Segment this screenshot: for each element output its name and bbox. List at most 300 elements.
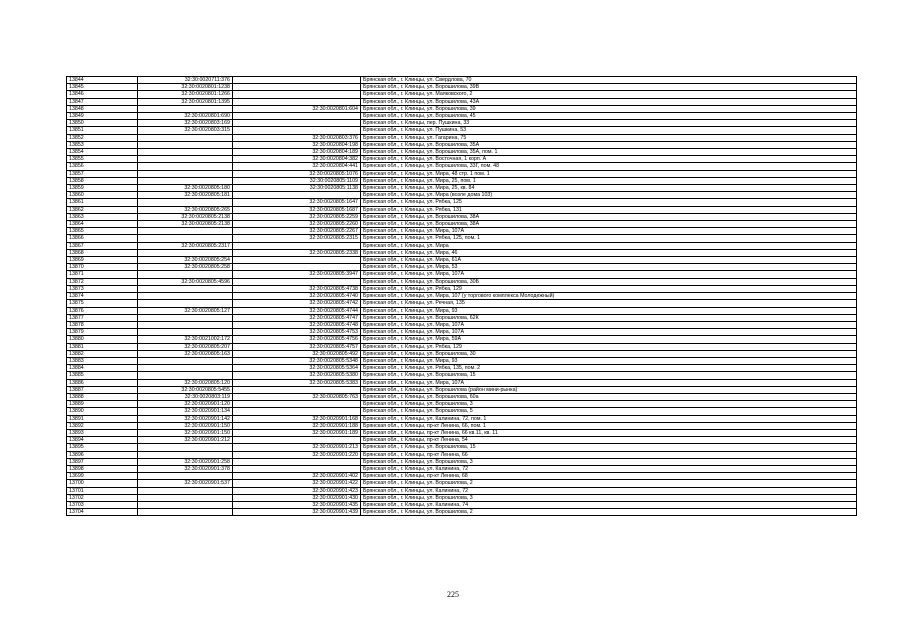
row-number-cell: 13847 (67, 98, 138, 105)
table-row (67, 149, 857, 156)
address-cell: Брянская обл., г. Клинцы, ул. Мира, 107А (361, 271, 857, 278)
table-row (67, 91, 857, 98)
table-row (67, 271, 857, 278)
table-row (67, 264, 857, 271)
address-cell: Брянская обл., г. Клинцы, ул. Калинина, 72 (361, 487, 857, 494)
row-number-cell: 13860 (67, 192, 138, 199)
table-row (67, 249, 857, 256)
cadastral-number-object-cell: 32:30:0020805:4753 (233, 329, 361, 336)
address-cell: Брянская обл., г. Клинцы, ул. Мира, 61А (361, 257, 857, 264)
cadastral-number-object-cell (233, 98, 361, 105)
address-cell: Брянская обл., г. Клинцы, ул. Мира (361, 242, 857, 249)
address-cell: Брянская обл., г. Клинцы, ул. Ворошилова, 35А (361, 141, 857, 148)
table-row (67, 170, 857, 177)
address-cell: Брянская обл., г. Клинцы, пр-кт Ленина, 54 (361, 437, 857, 444)
table-row (67, 465, 857, 472)
address-cell: Брянская обл., г. Клинцы, ул. Ворошилова, 43А (361, 98, 857, 105)
row-number-cell: 13848 (67, 105, 138, 112)
address-cell: Брянская обл., г. Клинцы, ул. Ворошилова, 30Б (361, 278, 857, 285)
cadastral-number-parcel-cell: 32:30:0020801:1266 (138, 91, 233, 98)
cadastral-number-object-cell: 32:30:0020901:220 (233, 451, 361, 458)
row-number-cell: 13889 (67, 401, 138, 408)
row-number-cell: 13699 (67, 473, 138, 480)
cadastral-number-parcel-cell: 32:30:0020711:376 (138, 77, 233, 84)
cadastral-number-parcel-cell (138, 501, 233, 508)
table-row (67, 487, 857, 494)
cadastral-number-parcel-cell: 32:30:0020901:258 (138, 458, 233, 465)
cadastral-number-object-cell (233, 192, 361, 199)
table-row (67, 458, 857, 465)
page-number: 225 (447, 590, 459, 599)
table-row (67, 429, 857, 436)
address-cell: Брянская обл., г. Клинцы, ул. Маяковского, 2 (361, 91, 857, 98)
table-row (67, 163, 857, 170)
table-row (67, 365, 857, 372)
row-number-cell: 13894 (67, 437, 138, 444)
table-row (67, 213, 857, 220)
cadastral-number-object-cell (233, 120, 361, 127)
row-number-cell: 13886 (67, 379, 138, 386)
cadastral-number-parcel-cell: 32:30:0020805:181 (138, 192, 233, 199)
cadastral-number-parcel-cell (138, 249, 233, 256)
address-cell: Брянская обл., г. Клинцы, ул. Ворошилова, 33Г, пом. 48 (361, 163, 857, 170)
cadastral-number-object-cell: 32:30:0020901:189 (233, 429, 361, 436)
address-cell: Брянская обл., г. Клинцы, ул. Мира, 48 стр. 1 пом. 1 (361, 170, 857, 177)
table-row (67, 386, 857, 393)
row-number-cell: 13874 (67, 293, 138, 300)
cadastral-number-object-cell (233, 465, 361, 472)
row-number-cell: 13846 (67, 91, 138, 98)
table-row (67, 379, 857, 386)
cadastral-number-parcel-cell (138, 321, 233, 328)
row-number-cell: 13700 (67, 480, 138, 487)
table-row (67, 242, 857, 249)
cadastral-number-parcel-cell: 32:30:0020801:1395 (138, 98, 233, 105)
table-row (67, 437, 857, 444)
table-row (67, 307, 857, 314)
cadastral-number-object-cell: 32:30:0020901:168 (233, 415, 361, 422)
table-row (67, 473, 857, 480)
cadastral-number-parcel-cell (138, 199, 233, 206)
cadastral-number-parcel-cell: 32:30:0020901:120 (138, 401, 233, 408)
table-row (67, 336, 857, 343)
cadastral-number-object-cell: 32:30:0020804:189 (233, 149, 361, 156)
address-cell: Брянская обл., г. Клинцы, ул. Ворошилова, 39В (361, 84, 857, 91)
cadastral-number-parcel-cell: 32:30:0020805:4596 (138, 278, 233, 285)
cadastral-number-object-cell (233, 91, 361, 98)
row-number-cell: 13871 (67, 271, 138, 278)
cadastral-number-parcel-cell: 32:30:0020801:690 (138, 113, 233, 120)
row-number-cell: 13856 (67, 163, 138, 170)
cadastral-number-object-cell: 32:30:0020805:4756 (233, 336, 361, 343)
row-number-cell: 13866 (67, 235, 138, 242)
row-number-cell: 13876 (67, 307, 138, 314)
cadastral-number-parcel-cell: 32:30:0020805:120 (138, 379, 233, 386)
table-row (67, 401, 857, 408)
cadastral-number-object-cell: 32:30:0020901:423 (233, 487, 361, 494)
table-row (67, 350, 857, 357)
cadastral-number-parcel-cell: 32:30:0020805:2138 (138, 213, 233, 220)
address-cell: Брянская обл., г. Клинцы, ул. Ворошилова, 15 (361, 444, 857, 451)
row-number-cell: 13891 (67, 415, 138, 422)
cadastral-number-object-cell: 32:30:0020805:763 (233, 393, 361, 400)
address-cell: Брянская обл., г. Клинцы, ул. Ворошилова, 39 (361, 105, 857, 112)
cadastral-number-parcel-cell (138, 293, 233, 300)
address-cell: Брянская обл., г. Клинцы, пр-кт Ленина, 68 (361, 473, 857, 480)
cadastral-number-parcel-cell (138, 314, 233, 321)
row-number-cell: 13854 (67, 149, 138, 156)
table-row (67, 113, 857, 120)
address-cell: Брянская обл., г. Клинцы, ул. Ворошилова, 5 (361, 408, 857, 415)
row-number-cell: 13883 (67, 357, 138, 364)
row-number-cell: 13869 (67, 257, 138, 264)
row-number-cell: 13704 (67, 509, 138, 516)
cadastral-number-object-cell (233, 264, 361, 271)
row-number-cell: 13862 (67, 206, 138, 213)
cadastral-number-object-cell: 32:30:0020901:402 (233, 473, 361, 480)
table-row (67, 314, 857, 321)
table-row (67, 501, 857, 508)
cadastral-number-parcel-cell: 32:30:0020803:119 (138, 393, 233, 400)
address-cell: Брянская обл., г. Клинцы, ул. Мира, 107А (361, 329, 857, 336)
table-row (67, 156, 857, 163)
table-row (67, 393, 857, 400)
address-cell: Брянская обл., г. Клинцы, пр-кт Ленина, 66 (361, 451, 857, 458)
cadastral-number-object-cell: 32:30:0020901:188 (233, 422, 361, 429)
address-cell: Брянская обл., г. Клинцы, ул. Восточная, 1 корп. А (361, 156, 857, 163)
row-number-cell: 13898 (67, 465, 138, 472)
row-number-cell: 13702 (67, 494, 138, 501)
cadastral-number-parcel-cell: 32:30:0020805:258 (138, 264, 233, 271)
cadastral-number-object-cell: 32:30:0020805:1138 (233, 185, 361, 192)
table-row (67, 134, 857, 141)
cadastral-number-parcel-cell (138, 473, 233, 480)
cadastral-number-parcel-cell: 32:30:0020805:2138 (138, 221, 233, 228)
cadastral-number-object-cell: 32:30:0020901:422 (233, 480, 361, 487)
table-row (67, 278, 857, 285)
row-number-cell: 13892 (67, 422, 138, 429)
address-cell: Брянская обл., г. Клинцы, ул. Гагарина, 75 (361, 134, 857, 141)
cadastral-number-object-cell (233, 386, 361, 393)
address-cell: Брянская обл., г. Клинцы, ул. Ворошилова, 38А (361, 213, 857, 220)
row-number-cell: 13882 (67, 350, 138, 357)
address-cell: Брянская обл., г. Клинцы, ул. Калинина, 74 (361, 501, 857, 508)
cadastral-number-object-cell: 32:30:0020805:2260 (233, 221, 361, 228)
table-row (67, 415, 857, 422)
row-number-cell: 13879 (67, 329, 138, 336)
table-row (67, 84, 857, 91)
row-number-cell: 13703 (67, 501, 138, 508)
address-cell: Брянская обл., г. Клинцы, ул. Ворошилова, 2 (361, 509, 857, 516)
cadastral-number-parcel-cell: 32:30:0020901:142 (138, 415, 233, 422)
cadastral-number-object-cell (233, 127, 361, 134)
row-number-cell: 13850 (67, 120, 138, 127)
cadastral-number-parcel-cell (138, 163, 233, 170)
cadastral-number-parcel-cell (138, 271, 233, 278)
row-number-cell: 13880 (67, 336, 138, 343)
cadastral-number-object-cell: 32:30:0020805:4748 (233, 321, 361, 328)
table-row (67, 199, 857, 206)
row-number-cell: 13890 (67, 408, 138, 415)
table-row (67, 422, 857, 429)
table-row (67, 372, 857, 379)
table-row (67, 127, 857, 134)
address-cell: Брянская обл., г. Клинцы, ул. Рябка, 125, пом. 1 (361, 235, 857, 242)
cadastral-number-object-cell (233, 242, 361, 249)
address-cell: Брянская обл., г. Клинцы, ул. Мира, 107А (361, 321, 857, 328)
row-number-cell: 13896 (67, 451, 138, 458)
cadastral-number-parcel-cell (138, 329, 233, 336)
property-registry-table (66, 76, 857, 516)
table-row (67, 257, 857, 264)
cadastral-number-object-cell: 32:30:0020805:4744 (233, 307, 361, 314)
row-number-cell: 13844 (67, 77, 138, 84)
cadastral-number-parcel-cell: 32:30:0020805:127 (138, 307, 233, 314)
cadastral-number-object-cell (233, 408, 361, 415)
table-row (67, 185, 857, 192)
address-cell: Брянская обл., г. Клинцы, ул. Ворошилова, 38А (361, 221, 857, 228)
cadastral-number-object-cell: 32:30:0020803:376 (233, 134, 361, 141)
address-cell: Брянская обл., г. Клинцы, ул. Ворошилова, 45 (361, 113, 857, 120)
row-number-cell: 13897 (67, 458, 138, 465)
cadastral-number-object-cell (233, 257, 361, 264)
address-cell: Брянская обл., г. Клинцы, ул. Ворошилова, 2 (361, 480, 857, 487)
table-row (67, 120, 857, 127)
cadastral-number-parcel-cell: 32:30:0020801:1238 (138, 84, 233, 91)
table-row (67, 408, 857, 415)
cadastral-number-parcel-cell (138, 444, 233, 451)
table-row (67, 444, 857, 451)
cadastral-number-object-cell (233, 77, 361, 84)
cadastral-number-parcel-cell: 32:30:0020805:180 (138, 185, 233, 192)
row-number-cell: 13857 (67, 170, 138, 177)
cadastral-number-parcel-cell: 32:30:0021002:172 (138, 336, 233, 343)
table-row (67, 480, 857, 487)
cadastral-number-object-cell: 32:30:0020901:439 (233, 509, 361, 516)
cadastral-number-parcel-cell (138, 228, 233, 235)
cadastral-number-parcel-cell (138, 357, 233, 364)
cadastral-number-parcel-cell: 32:30:0020901:378 (138, 465, 233, 472)
address-cell: Брянская обл., г. Клинцы, ул. Мира, 93 (361, 307, 857, 314)
table-row (67, 141, 857, 148)
table-row (67, 177, 857, 184)
cadastral-number-object-cell: 32:30:0020901:430 (233, 494, 361, 501)
row-number-cell: 13863 (67, 213, 138, 220)
cadastral-number-object-cell: 32:30:0020805:5380 (233, 372, 361, 379)
row-number-cell: 13870 (67, 264, 138, 271)
cadastral-number-object-cell: 32:30:0020804:441 (233, 163, 361, 170)
cadastral-number-parcel-cell: 32:30:0020805:163 (138, 350, 233, 357)
cadastral-number-object-cell: 32:30:0020805:1687 (233, 206, 361, 213)
row-number-cell: 13878 (67, 321, 138, 328)
cadastral-number-object-cell: 32:30:0020804:198 (233, 141, 361, 148)
cadastral-number-object-cell (233, 278, 361, 285)
address-cell: Брянская обл., г. Клинцы, ул. Ворошилова (район мини-рынка) (361, 386, 857, 393)
address-cell: Брянская обл., г. Клинцы, пр-кт Ленина, 66, пом. 1 (361, 422, 857, 429)
table-row (67, 105, 857, 112)
cadastral-number-parcel-cell (138, 149, 233, 156)
cadastral-number-parcel-cell: 32:30:0020805:5455 (138, 386, 233, 393)
row-number-cell: 13884 (67, 365, 138, 372)
cadastral-number-parcel-cell: 32:30:0020805:207 (138, 343, 233, 350)
cadastral-number-parcel-cell (138, 141, 233, 148)
cadastral-number-parcel-cell (138, 509, 233, 516)
address-cell: Брянская обл., г. Клинцы, ул. Мира, 46 (361, 249, 857, 256)
table-row (67, 300, 857, 307)
cadastral-number-object-cell: 32:30:0020805:4747 (233, 314, 361, 321)
address-cell: Брянская обл., г. Клинцы, ул. Рябка, 129 (361, 285, 857, 292)
cadastral-number-parcel-cell: 32:30:0020803:315 (138, 127, 233, 134)
address-cell: Брянская обл., г. Клинцы, ул. Ворошилова, 3 (361, 494, 857, 501)
cadastral-number-parcel-cell: 32:30:0020901:537 (138, 480, 233, 487)
cadastral-number-object-cell (233, 437, 361, 444)
row-number-cell: 13868 (67, 249, 138, 256)
cadastral-number-parcel-cell (138, 285, 233, 292)
row-number-cell: 13859 (67, 185, 138, 192)
table-row (67, 221, 857, 228)
address-cell: Брянская обл., г. Клинцы, ул. Ворошилова, 3 (361, 401, 857, 408)
address-cell: Брянская обл., г. Клинцы, ул. Мира (возле дома 103) (361, 192, 857, 199)
table-row (67, 509, 857, 516)
address-cell: Брянская обл., г. Клинцы, ул. Рябка, 135, пом. 2 (361, 365, 857, 372)
cadastral-number-parcel-cell: 32:30:0020805:2317 (138, 242, 233, 249)
table-row (67, 343, 857, 350)
address-cell: Брянская обл., г. Клинцы, ул. Мира, 59А (361, 336, 857, 343)
address-cell: Брянская обл., г. Клинцы, ул. Речная, 135 (361, 300, 857, 307)
row-number-cell: 13858 (67, 177, 138, 184)
address-cell: Брянская обл., г. Клинцы, ул. Мира, 25, пом. 1 (361, 177, 857, 184)
cadastral-number-object-cell: 32:30:0020805:4757 (233, 343, 361, 350)
cadastral-number-parcel-cell (138, 105, 233, 112)
address-cell: Брянская обл., г. Клинцы, ул. Рябка, 129 (361, 343, 857, 350)
address-cell: Брянская обл., г. Клинцы, пер. Пушкина, 33 (361, 120, 857, 127)
row-number-cell: 13861 (67, 199, 138, 206)
table-row (67, 228, 857, 235)
registry-table-body (67, 77, 857, 516)
cadastral-number-parcel-cell (138, 365, 233, 372)
row-number-cell: 13852 (67, 134, 138, 141)
address-cell: Брянская обл., г. Клинцы, пр-кт Ленина, 66 кв.11, кв. 11 (361, 429, 857, 436)
address-cell: Брянская обл., г. Клинцы, ул. Калинина, 72, пом. 1 (361, 415, 857, 422)
address-cell: Брянская обл., г. Клинцы, ул. Мира, 107А (361, 379, 857, 386)
table-row (67, 77, 857, 84)
table-row (67, 494, 857, 501)
row-number-cell: 13845 (67, 84, 138, 91)
cadastral-number-parcel-cell: 32:30:0020901:150 (138, 422, 233, 429)
row-number-cell: 13851 (67, 127, 138, 134)
row-number-cell: 13881 (67, 343, 138, 350)
row-number-cell: 13855 (67, 156, 138, 163)
address-cell: Брянская обл., г. Клинцы, ул. Свердлова, 70 (361, 77, 857, 84)
cadastral-number-parcel-cell: 32:30:0020901:134 (138, 408, 233, 415)
row-number-cell: 13887 (67, 386, 138, 393)
row-number-cell: 13864 (67, 221, 138, 228)
row-number-cell: 13867 (67, 242, 138, 249)
table-row (67, 293, 857, 300)
table-row (67, 192, 857, 199)
cadastral-number-parcel-cell (138, 170, 233, 177)
address-cell: Брянская обл., г. Клинцы, ул. Пушкина, 53 (361, 127, 857, 134)
cadastral-number-object-cell: 32:30:0020805:1076 (233, 170, 361, 177)
cadastral-number-parcel-cell: 32:30:0020803:169 (138, 120, 233, 127)
cadastral-number-object-cell: 32:30:0020805:2267 (233, 228, 361, 235)
cadastral-number-parcel-cell: 32:30:0020805:265 (138, 206, 233, 213)
cadastral-number-object-cell: 32:30:0020805:1109 (233, 177, 361, 184)
row-number-cell: 13865 (67, 228, 138, 235)
cadastral-number-object-cell: 32:30:0020805:2259 (233, 213, 361, 220)
cadastral-number-parcel-cell: 32:30:0020805:254 (138, 257, 233, 264)
address-cell: Брянская обл., г. Клинцы, ул. Мира, 93 (361, 357, 857, 364)
cadastral-number-parcel-cell: 32:30:0020901:150 (138, 429, 233, 436)
table-row (67, 235, 857, 242)
row-number-cell: 13853 (67, 141, 138, 148)
address-cell: Брянская обл., г. Клинцы, ул. Ворошилова, 60а (361, 393, 857, 400)
cadastral-number-parcel-cell (138, 487, 233, 494)
cadastral-number-object-cell: 32:30:0020805:2338 (233, 249, 361, 256)
cadastral-number-object-cell (233, 113, 361, 120)
address-cell: Брянская обл., г. Клинцы, ул. Ворошилова, 35А, пом. 1 (361, 149, 857, 156)
cadastral-number-object-cell: 32:30:0020805:4740 (233, 293, 361, 300)
cadastral-number-parcel-cell (138, 235, 233, 242)
cadastral-number-object-cell: 32:30:0020805:5383 (233, 379, 361, 386)
row-number-cell: 13893 (67, 429, 138, 436)
cadastral-number-object-cell: 32:30:0020805:492 (233, 350, 361, 357)
table-row (67, 206, 857, 213)
row-number-cell: 13701 (67, 487, 138, 494)
address-cell: Брянская обл., г. Клинцы, ул. Мира, 53 (361, 264, 857, 271)
cadastral-number-object-cell: 32:30:0020901:435 (233, 501, 361, 508)
cadastral-number-object-cell: 32:30:0020805:5348 (233, 357, 361, 364)
row-number-cell: 13888 (67, 393, 138, 400)
table-row (67, 357, 857, 364)
cadastral-number-parcel-cell (138, 300, 233, 307)
cadastral-number-parcel-cell (138, 372, 233, 379)
cadastral-number-object-cell (233, 84, 361, 91)
address-cell: Брянская обл., г. Клинцы, ул. Ворошилова, 30 (361, 350, 857, 357)
cadastral-number-parcel-cell (138, 177, 233, 184)
row-number-cell: 13849 (67, 113, 138, 120)
cadastral-number-object-cell: 32:30:0020805:5364 (233, 365, 361, 372)
cadastral-number-object-cell: 32:30:0020805:2315 (233, 235, 361, 242)
address-cell: Брянская обл., г. Клинцы, ул. Рябка, 131 (361, 206, 857, 213)
cadastral-number-object-cell: 32:30:0020804:382 (233, 156, 361, 163)
table-row (67, 321, 857, 328)
table-row (67, 329, 857, 336)
row-number-cell: 13873 (67, 285, 138, 292)
cadastral-number-object-cell (233, 401, 361, 408)
cadastral-number-object-cell: 32:30:0020805:3947 (233, 271, 361, 278)
table-row (67, 98, 857, 105)
cadastral-number-object-cell: 32:30:0020801:604 (233, 105, 361, 112)
row-number-cell: 13895 (67, 444, 138, 451)
cadastral-number-parcel-cell (138, 494, 233, 501)
cadastral-number-parcel-cell (138, 451, 233, 458)
table-row (67, 285, 857, 292)
address-cell: Брянская обл., г. Клинцы, ул. Рябка, 125 (361, 199, 857, 206)
address-cell: Брянская обл., г. Клинцы, ул. Калинина, 72 (361, 465, 857, 472)
cadastral-number-object-cell (233, 458, 361, 465)
address-cell: Брянская обл., г. Клинцы, ул. Мира, 25, кв. 84 (361, 185, 857, 192)
cadastral-number-object-cell: 32:30:0020901:213 (233, 444, 361, 451)
cadastral-number-object-cell: 32:30:0020805:4742 (233, 300, 361, 307)
row-number-cell: 13875 (67, 300, 138, 307)
cadastral-number-parcel-cell: 32:30:0020901:212 (138, 437, 233, 444)
address-cell: Брянская обл., г. Клинцы, ул. Мира, 107 (у торгового комплекса Молодежный) (361, 293, 857, 300)
cadastral-number-parcel-cell (138, 134, 233, 141)
table-row (67, 451, 857, 458)
address-cell: Брянская обл., г. Клинцы, ул. Ворошилова, 15 (361, 372, 857, 379)
address-cell: Брянская обл., г. Клинцы, ул. Ворошилова, 62К (361, 314, 857, 321)
